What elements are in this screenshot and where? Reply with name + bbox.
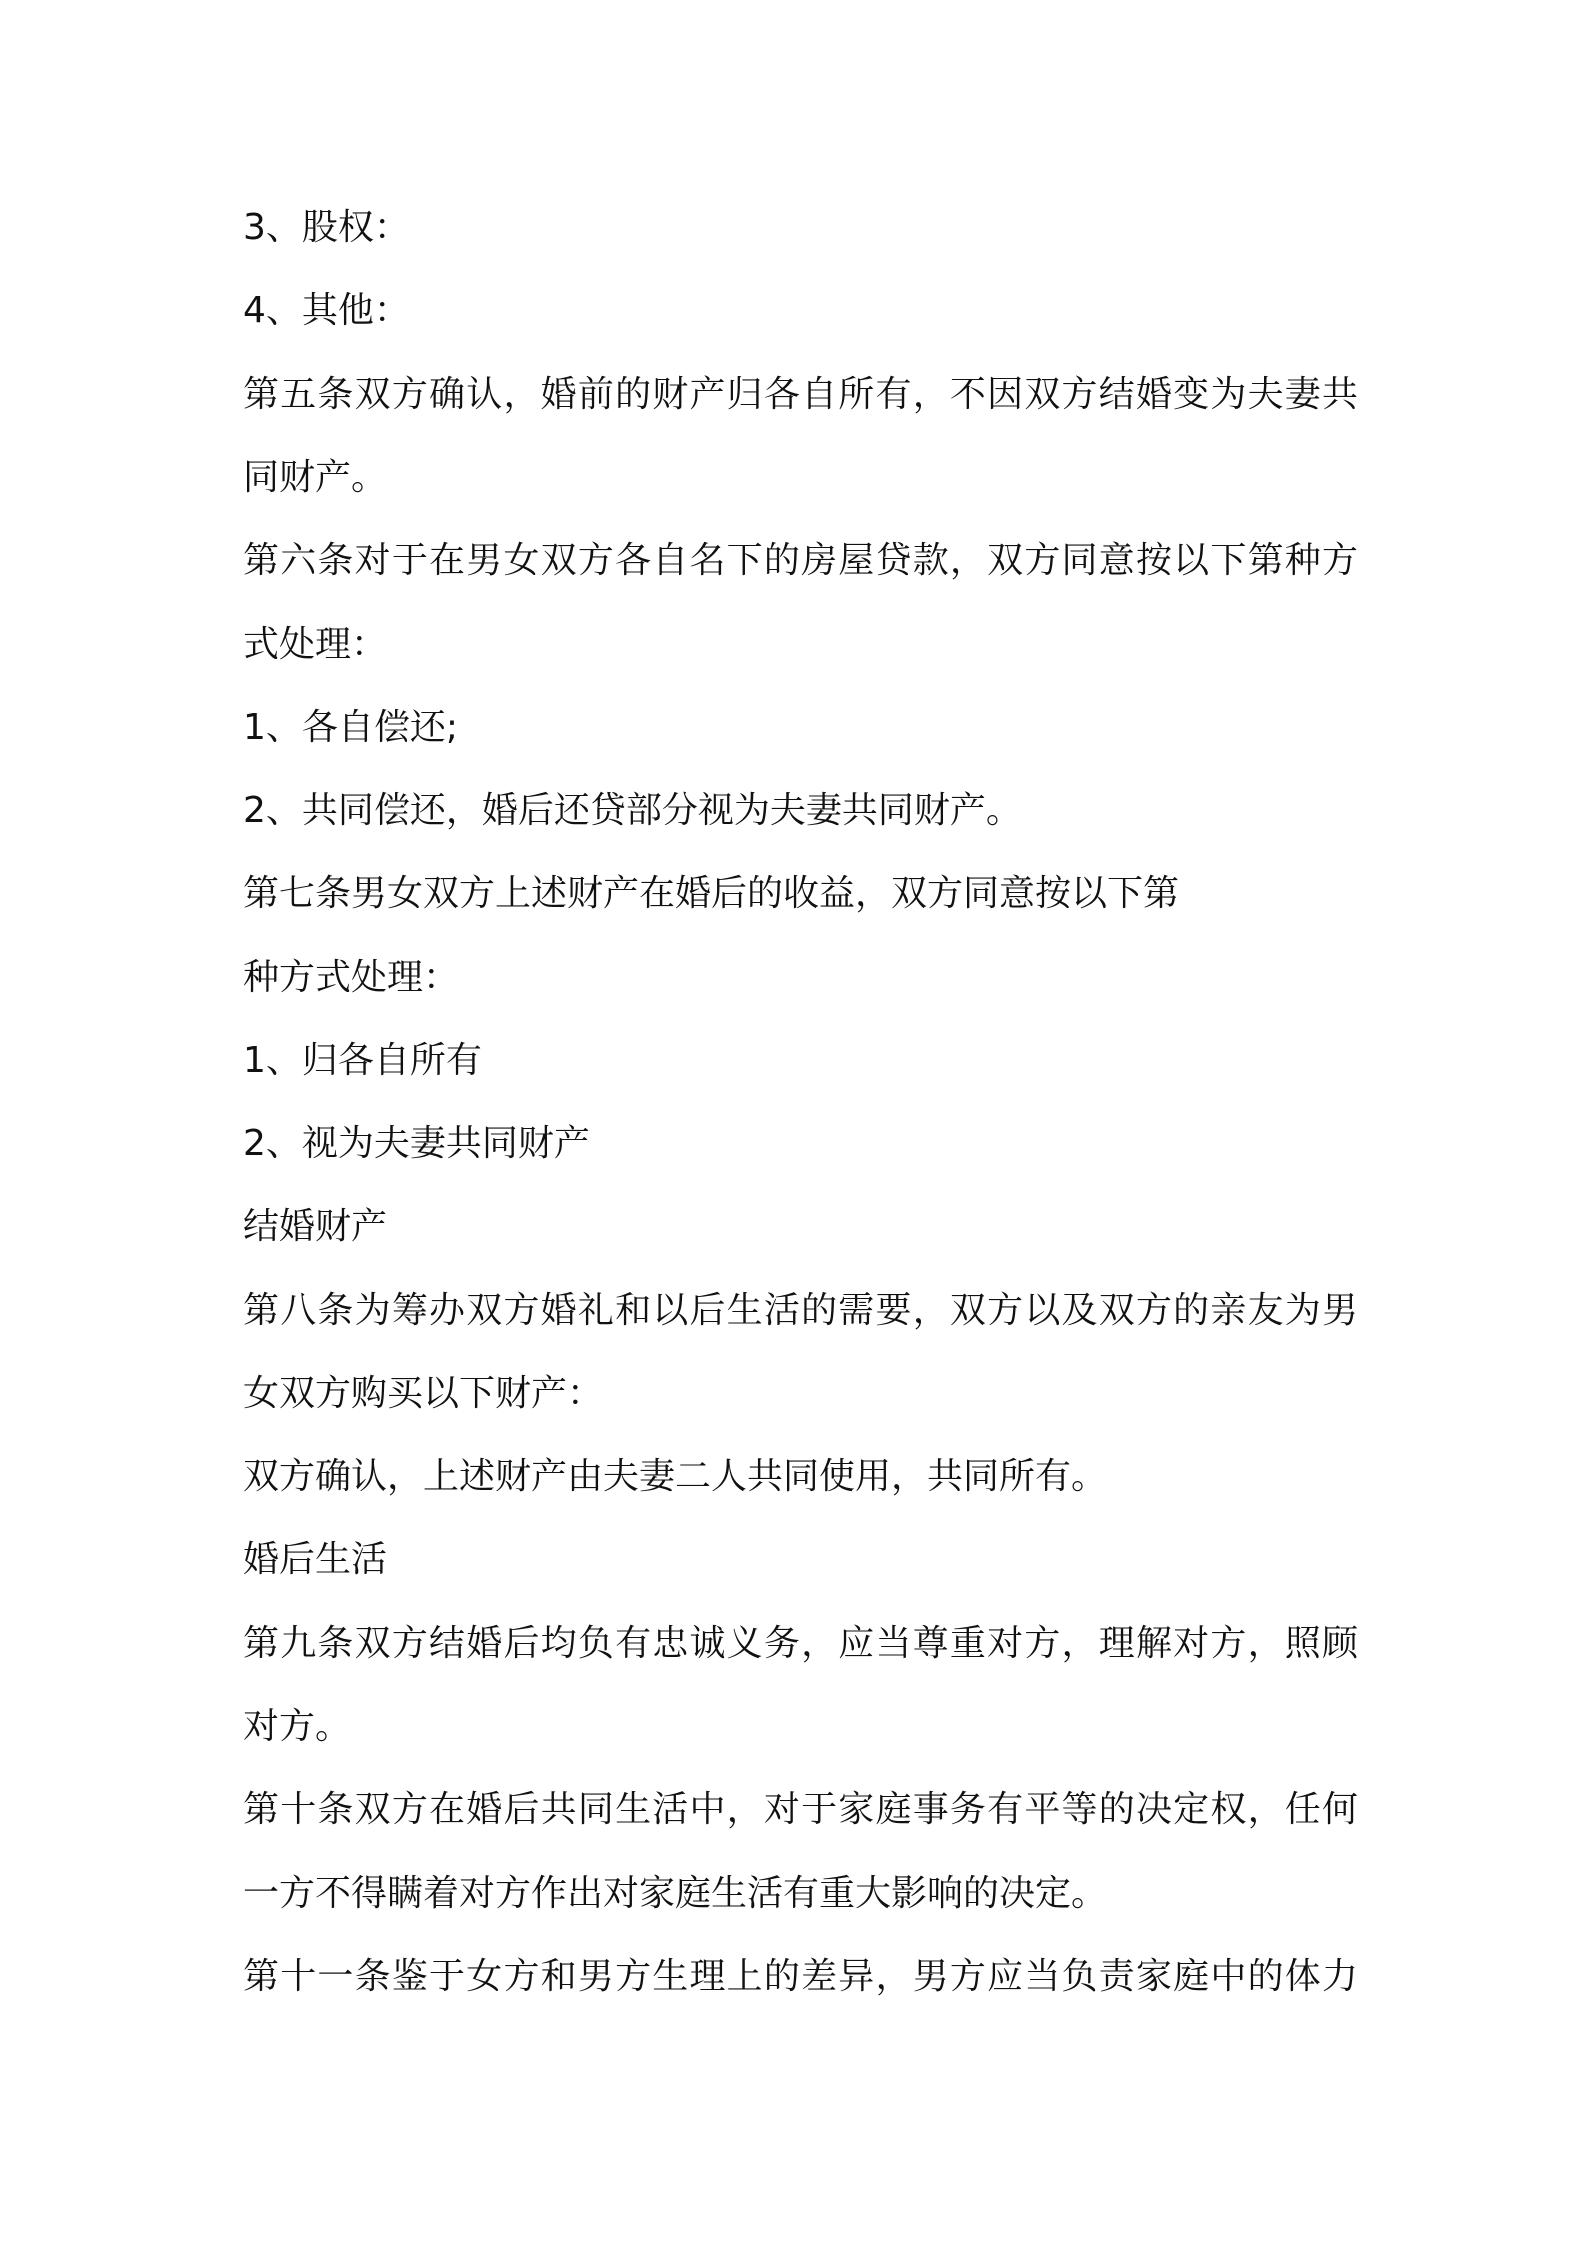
article-8-line-2: 女双方购买以下财产： [243,1373,604,1414]
list-item-equity: 3、股权： [243,207,410,248]
section-heading-married-life: 婚后生活 [243,1539,388,1580]
article-7-option-2: 2、视为夫妻共同财产 [243,1123,590,1164]
article-10-line-2: 一方不得瞒着对方作出对家庭生活有重大影响的决定。 [243,1873,1108,1914]
article-5-line-1: 第五条双方确认，婚前的财产归各自所有，不因双方结婚变为夫妻共 [243,374,1358,415]
article-9-line-2: 对方。 [243,1706,352,1747]
article-6-option-1: 1、各自偿还; [243,707,459,748]
article-5-line-2: 同财产。 [243,457,388,498]
article-6-line-1: 第六条对于在男女双方各自名下的房屋贷款，双方同意按以下第种方 [243,540,1358,581]
article-8-line-3: 双方确认，上述财产由夫妻二人共同使用，共同所有。 [243,1456,1108,1497]
article-7-line-1: 第七条男女双方上述财产在婚后的收益，双方同意按以下第 [243,873,1180,914]
article-7-option-1: 1、归各自所有 [243,1040,482,1081]
article-10-line-1: 第十条双方在婚后共同生活中，对于家庭事务有平等的决定权，任何 [243,1789,1358,1830]
article-11-line-1: 第十一条鉴于女方和男方生理上的差异，男方应当负责家庭中的体力 [243,1956,1358,1997]
article-6-option-2: 2、共同偿还，婚后还贷部分视为夫妻共同财产。 [243,790,1022,831]
article-6-line-2: 式处理： [243,624,388,665]
article-7-line-2: 种方式处理： [243,957,460,998]
article-9-line-1: 第九条双方结婚后均负有忠诚义务，应当尊重对方，理解对方，照顾 [243,1623,1358,1664]
list-item-other: 4、其他： [243,290,410,331]
article-8-line-1: 第八条为筹办双方婚礼和以后生活的需要，双方以及双方的亲友为男 [243,1290,1358,1331]
section-heading-marriage-property: 结婚财产 [243,1206,388,1247]
